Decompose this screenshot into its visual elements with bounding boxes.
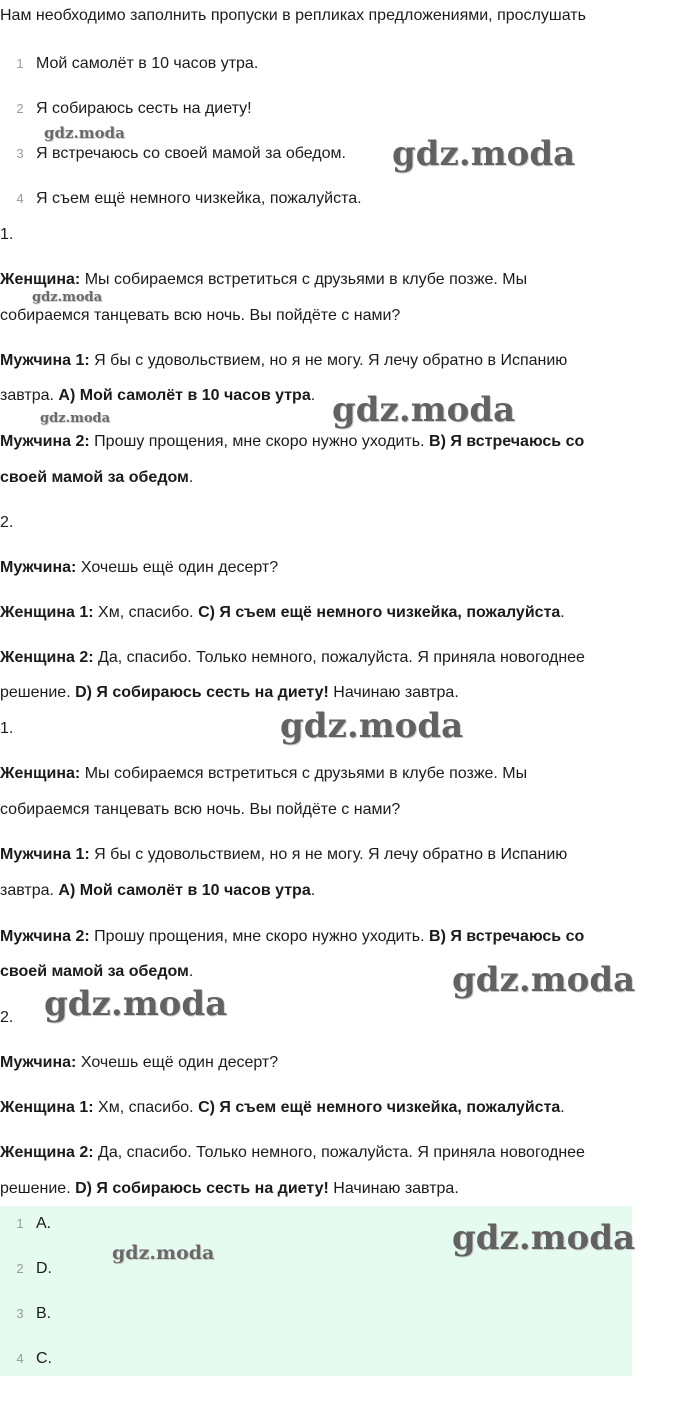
dialogue-number: 2. <box>0 514 14 531</box>
watermark: gdz.moda <box>112 1242 215 1264</box>
watermark: gdz.moda <box>332 390 516 430</box>
answer-number: 4 <box>16 1351 24 1366</box>
answer-item: B. <box>36 1305 52 1322</box>
watermark: gdz.moda <box>392 134 576 174</box>
speaker-label: Мужчина 2: <box>0 928 90 945</box>
answer-number: 1 <box>16 1216 24 1231</box>
speaker-label: Женщина: <box>0 271 81 288</box>
dialogue-line: решение. D) Я собираюсь сесть на диету! Начинаю завтра. <box>0 1180 459 1197</box>
answer-item: D. <box>36 1260 52 1277</box>
dialogue-line: завтра. A) Мой самолёт в 10 часов утра. <box>0 387 316 404</box>
answer-text: A) Мой самолёт в 10 часов утра <box>58 882 311 899</box>
watermark: gdz.moda <box>44 124 125 142</box>
answer-text: своей мамой за обедом <box>0 963 189 980</box>
dialogue-line: Женщина 2: Да, спасибо. Только немного, пожалуйста. Я приняла новогоднее <box>0 649 585 666</box>
dialogue-line: своей мамой за обедом. <box>0 469 194 486</box>
speaker-label: Мужчина: <box>0 1054 77 1071</box>
dialogue-line: Женщина: Мы собираемся встретиться с друзьями в клубе позже. Мы <box>0 765 528 782</box>
answer-item: C. <box>36 1350 52 1367</box>
list-number: 4 <box>16 191 24 206</box>
answer-item: A. <box>36 1215 52 1232</box>
watermark: gdz.moda <box>44 984 228 1024</box>
list-number: 2 <box>16 101 24 116</box>
dialogue-line: собираемся танцевать всю ночь. Вы пойдёте с нами? <box>0 307 401 324</box>
dialogue-line: Мужчина 2: Прошу прощения, мне скоро нужно уходить. B) Я встречаюсь со <box>0 928 585 945</box>
answer-text: C) Я съем ещё немного чизкейка, пожалуйста <box>198 604 561 621</box>
list-item: Я встречаюсь со своей мамой за обедом. <box>36 145 346 162</box>
dialogue-line: Женщина 2: Да, спасибо. Только немного, пожалуйста. Я приняла новогоднее <box>0 1144 585 1161</box>
speaker-label: Мужчина 1: <box>0 352 90 369</box>
dialogue-number: 1. <box>0 720 14 737</box>
list-item: Мой самолёт в 10 часов утра. <box>36 55 259 72</box>
speaker-label: Мужчина 1: <box>0 846 90 863</box>
watermark: gdz.moda <box>452 1218 636 1258</box>
dialogue-line: собираемся танцевать всю ночь. Вы пойдёте с нами? <box>0 801 401 818</box>
watermark: gdz.moda <box>280 706 464 746</box>
answer-text: D) Я собираюсь сесть на диету! <box>75 1180 329 1197</box>
dialogue-line: решение. D) Я собираюсь сесть на диету! Начинаю завтра. <box>0 684 459 701</box>
dialogue-line: Мужчина: Хочешь ещё один десерт? <box>0 1054 279 1071</box>
dialogue-line: Мужчина: Хочешь ещё один десерт? <box>0 559 279 576</box>
list-item: Я собираюсь сесть на диету! <box>36 100 252 117</box>
speaker-label: Женщина 2: <box>0 1144 94 1161</box>
answer-text: B) Я встречаюсь со <box>429 433 585 450</box>
speaker-label: Женщина 1: <box>0 1099 94 1116</box>
watermark: gdz.moda <box>32 290 103 305</box>
list-item: Я съем ещё немного чизкейка, пожалуйста. <box>36 190 362 207</box>
intro-text: Нам необходимо заполнить пропуски в репликах предложениями, прослушать <box>0 7 586 24</box>
answer-number: 3 <box>16 1306 24 1321</box>
answer-text: A) Мой самолёт в 10 часов утра <box>58 387 311 404</box>
dialogue-line: своей мамой за обедом. <box>0 963 194 980</box>
dialogue-line: Женщина 1: Хм, спасибо. C) Я съем ещё немного чизкейка, пожалуйста. <box>0 604 565 621</box>
dialogue-line: Мужчина 1: Я бы с удовольствием, но я не могу. Я лечу обратно в Испанию <box>0 352 568 369</box>
speaker-label: Женщина: <box>0 765 81 782</box>
dialogue-line: завтра. A) Мой самолёт в 10 часов утра. <box>0 882 316 899</box>
answer-number: 2 <box>16 1261 24 1276</box>
answer-text: B) Я встречаюсь со <box>429 928 585 945</box>
speaker-label: Мужчина: <box>0 559 77 576</box>
list-number: 3 <box>16 146 24 161</box>
answer-text: C) Я съем ещё немного чизкейка, пожалуйста <box>198 1099 561 1116</box>
dialogue-line: Мужчина 1: Я бы с удовольствием, но я не могу. Я лечу обратно в Испанию <box>0 846 568 863</box>
dialogue-line: Женщина 1: Хм, спасибо. C) Я съем ещё немного чизкейка, пожалуйста. <box>0 1099 565 1116</box>
watermark: gdz.moda <box>452 960 636 1000</box>
dialogue-number: 2. <box>0 1009 14 1026</box>
watermark: gdz.moda <box>40 411 111 426</box>
speaker-label: Мужчина 2: <box>0 433 90 450</box>
answer-text: своей мамой за обедом <box>0 469 189 486</box>
speaker-label: Женщина 2: <box>0 649 94 666</box>
dialogue-line: Мужчина 2: Прошу прощения, мне скоро нужно уходить. B) Я встречаюсь со <box>0 433 585 450</box>
answer-text: D) Я собираюсь сесть на диету! <box>75 684 329 701</box>
dialogue-line: Женщина: Мы собираемся встретиться с друзьями в клубе позже. Мы <box>0 271 528 288</box>
dialogue-number: 1. <box>0 226 14 243</box>
speaker-label: Женщина 1: <box>0 604 94 621</box>
list-number: 1 <box>16 56 24 71</box>
